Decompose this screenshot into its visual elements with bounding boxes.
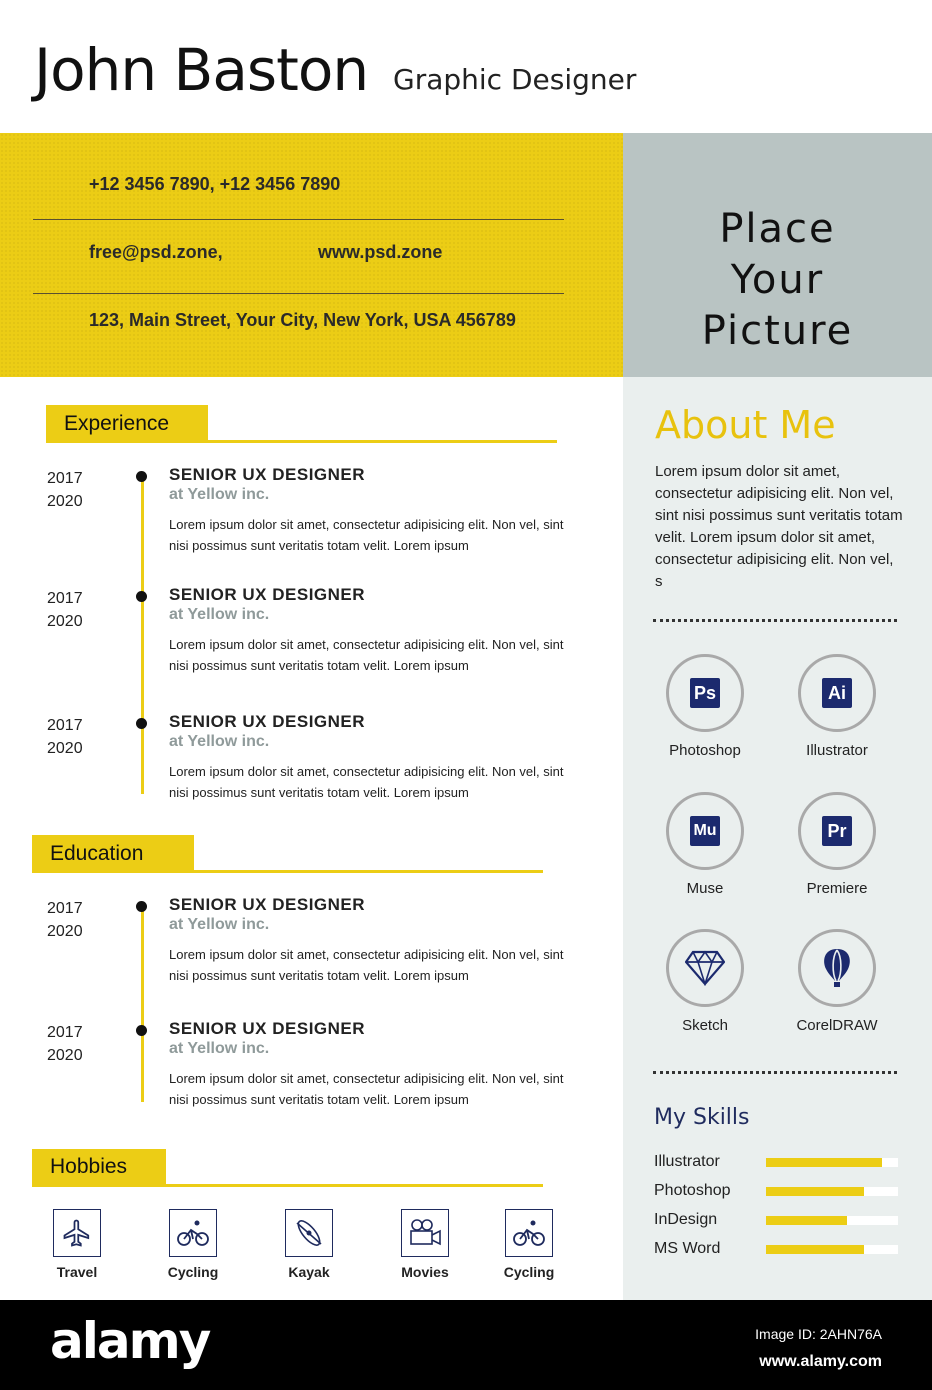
- entry-company: at Yellow inc.: [169, 486, 270, 503]
- timeline-dot: [136, 591, 147, 602]
- skill-row: [654, 1153, 904, 1173]
- movie-camera-icon: [401, 1209, 449, 1257]
- premiere-icon: [798, 792, 876, 870]
- software-label: Sketch: [682, 1017, 728, 1034]
- entry-role: SENIOR UX DESIGNER: [169, 585, 366, 604]
- contact-panel: [0, 133, 623, 377]
- sidebar: [623, 377, 932, 1300]
- entry-role: SENIOR UX DESIGNER: [169, 895, 366, 914]
- contact-phones: +12 3456 7890, +12 3456 7890: [89, 174, 341, 194]
- airplane-icon: [53, 1209, 101, 1257]
- year-start: 2017: [47, 900, 83, 917]
- software-coreldraw: [782, 929, 892, 1034]
- contact-divider: [33, 293, 564, 294]
- skill-row: [654, 1182, 904, 1202]
- illustrator-icon: [798, 654, 876, 732]
- software-badge: Ai: [822, 678, 852, 708]
- skill-bar: [766, 1216, 898, 1225]
- photo-line: Your: [730, 256, 825, 303]
- entry-role: SENIOR UX DESIGNER: [169, 465, 366, 484]
- entry-role: SENIOR UX DESIGNER: [169, 1019, 366, 1038]
- experience-entry: [47, 587, 567, 687]
- sketch-diamond-icon: [666, 929, 744, 1007]
- photo-line: Place: [719, 205, 836, 252]
- skill-bar-fill: [766, 1245, 864, 1254]
- education-entry: [47, 1021, 567, 1121]
- year-end: 2020: [47, 740, 83, 757]
- software-label: CorelDRAW: [796, 1017, 878, 1034]
- muse-icon: [666, 792, 744, 870]
- section-underline: [32, 870, 543, 873]
- entry-description: Lorem ipsum dolor sit amet, consectetur adipisicing elit. Non vel, sint nisi possimus sunt veritatis totam velit. Lorem ipsum: [169, 947, 564, 983]
- software-sketch: [650, 929, 760, 1034]
- timeline-dot: [136, 1025, 147, 1036]
- photo-placeholder: [623, 133, 932, 377]
- hobby-label: Travel: [56, 1264, 98, 1280]
- software-label: Photoshop: [669, 742, 741, 759]
- software-label: Illustrator: [806, 742, 868, 759]
- entry-years: [47, 714, 83, 760]
- hobby-label: Movies: [401, 1264, 449, 1280]
- bicycle-icon: [505, 1209, 553, 1257]
- entry-years: [47, 467, 83, 513]
- entry-role: SENIOR UX DESIGNER: [169, 712, 366, 731]
- coreldraw-balloon-icon: [820, 947, 854, 989]
- hobby-movies: [385, 1209, 465, 1280]
- skill-name: Illustrator: [654, 1153, 720, 1170]
- kayak-icon: [285, 1209, 333, 1257]
- movie-camera-icon: [408, 1218, 442, 1248]
- kayak-icon: [293, 1217, 325, 1249]
- hobby-label: Cycling: [167, 1264, 219, 1280]
- software-premiere: [782, 792, 892, 897]
- skill-row: [654, 1211, 904, 1231]
- resume-header: [0, 0, 932, 133]
- person-name: John Baston: [34, 36, 369, 104]
- timeline-dot: [136, 471, 147, 482]
- sketch-diamond-icon: [685, 950, 725, 986]
- contact-email: free@psd.zone,: [89, 242, 223, 262]
- skill-name: MS Word: [654, 1240, 721, 1257]
- education-heading: Education: [32, 835, 194, 873]
- experience-entry: [47, 714, 567, 814]
- software-photoshop: [650, 654, 760, 759]
- software-muse: [650, 792, 760, 897]
- entry-years: [47, 897, 83, 943]
- skill-bar-fill: [766, 1158, 882, 1167]
- software-label: Premiere: [806, 880, 868, 897]
- dotted-divider: [653, 619, 897, 622]
- timeline-dot: [136, 718, 147, 729]
- dotted-divider: [653, 1071, 897, 1074]
- photo-line: Picture: [701, 307, 854, 354]
- hobby-label: Cycling: [503, 1264, 555, 1280]
- skill-bar: [766, 1245, 898, 1254]
- skill-bar-fill: [766, 1216, 847, 1225]
- experience-entry: [47, 467, 567, 567]
- skill-name: InDesign: [654, 1211, 718, 1228]
- year-end: 2020: [47, 923, 83, 940]
- bicycle-icon: [169, 1209, 217, 1257]
- hobbies-heading: Hobbies: [32, 1149, 166, 1187]
- skill-bar-fill: [766, 1187, 864, 1196]
- entry-description: Lorem ipsum dolor sit amet, consectetur adipisicing elit. Non vel, sint nisi possimus sunt veritatis totam velit. Lorem ipsum: [169, 517, 564, 553]
- site-url: www.alamy.com: [759, 1353, 882, 1370]
- bicycle-icon: [176, 1218, 210, 1248]
- skill-bar: [766, 1158, 898, 1167]
- hobby-travel: [37, 1209, 117, 1280]
- entry-company: at Yellow inc.: [169, 606, 270, 623]
- year-start: 2017: [47, 470, 83, 487]
- hobby-cycling: [489, 1209, 569, 1280]
- skill-bar: [766, 1187, 898, 1196]
- software-badge: Pr: [822, 816, 852, 846]
- photo-placeholder-text: [702, 204, 854, 357]
- entry-description: Lorem ipsum dolor sit amet, consectetur adipisicing elit. Non vel, sint nisi possimus sunt veritatis totam velit. Lorem ipsum: [169, 764, 564, 800]
- entry-years: [47, 587, 83, 633]
- job-title: Graphic Designer: [393, 63, 637, 96]
- hobby-label: Kayak: [288, 1264, 330, 1280]
- experience-heading: Experience: [46, 405, 208, 443]
- entry-company: at Yellow inc.: [169, 733, 270, 750]
- hobby-cycling: [153, 1209, 233, 1280]
- education-entry: [47, 897, 567, 997]
- year-start: 2017: [47, 590, 83, 607]
- about-text: Lorem ipsum dolor sit amet, consectetur adipisicing elit. Non vel, sint nisi possimus sunt veritatis totam velit. Lorem ipsum dolor sit amet, consectetur adipisicing elit. Non vel, s: [655, 463, 903, 590]
- contact-website: www.psd.zone: [318, 242, 443, 262]
- timeline-dot: [136, 901, 147, 912]
- coreldraw-balloon-icon: [798, 929, 876, 1007]
- software-badge: Ps: [690, 678, 720, 708]
- entry-description: Lorem ipsum dolor sit amet, consectetur adipisicing elit. Non vel, sint nisi possimus sunt veritatis totam velit. Lorem ipsum: [169, 1071, 564, 1107]
- skill-row: [654, 1240, 904, 1260]
- section-underline: [46, 440, 557, 443]
- skills-title: My Skills: [654, 1105, 750, 1130]
- contact-address: 123, Main Street, Your City, New York, USA 456789: [89, 310, 516, 330]
- year-end: 2020: [47, 493, 83, 510]
- contact-divider: [33, 219, 564, 220]
- year-end: 2020: [47, 613, 83, 630]
- bicycle-icon: [512, 1218, 546, 1248]
- entry-company: at Yellow inc.: [169, 916, 270, 933]
- year-end: 2020: [47, 1047, 83, 1064]
- software-badge: Mu: [690, 816, 720, 846]
- photoshop-icon: [666, 654, 744, 732]
- image-id: Image ID: 2AHN76A: [755, 1326, 882, 1342]
- entry-description: Lorem ipsum dolor sit amet, consectetur adipisicing elit. Non vel, sint nisi possimus sunt veritatis totam velit. Lorem ipsum: [169, 637, 564, 673]
- software-label: Muse: [686, 880, 724, 897]
- skill-name: Photoshop: [654, 1182, 731, 1199]
- stock-footer: [0, 1300, 932, 1390]
- brand-logo: alamy: [50, 1312, 210, 1370]
- year-start: 2017: [47, 1024, 83, 1041]
- section-underline: [32, 1184, 543, 1187]
- year-start: 2017: [47, 717, 83, 734]
- entry-years: [47, 1021, 83, 1067]
- image-id-block: [755, 1320, 882, 1376]
- software-illustrator: [782, 654, 892, 759]
- airplane-icon: [62, 1218, 92, 1248]
- entry-company: at Yellow inc.: [169, 1040, 270, 1057]
- hobby-kayak: [269, 1209, 349, 1280]
- about-title: About Me: [655, 403, 836, 447]
